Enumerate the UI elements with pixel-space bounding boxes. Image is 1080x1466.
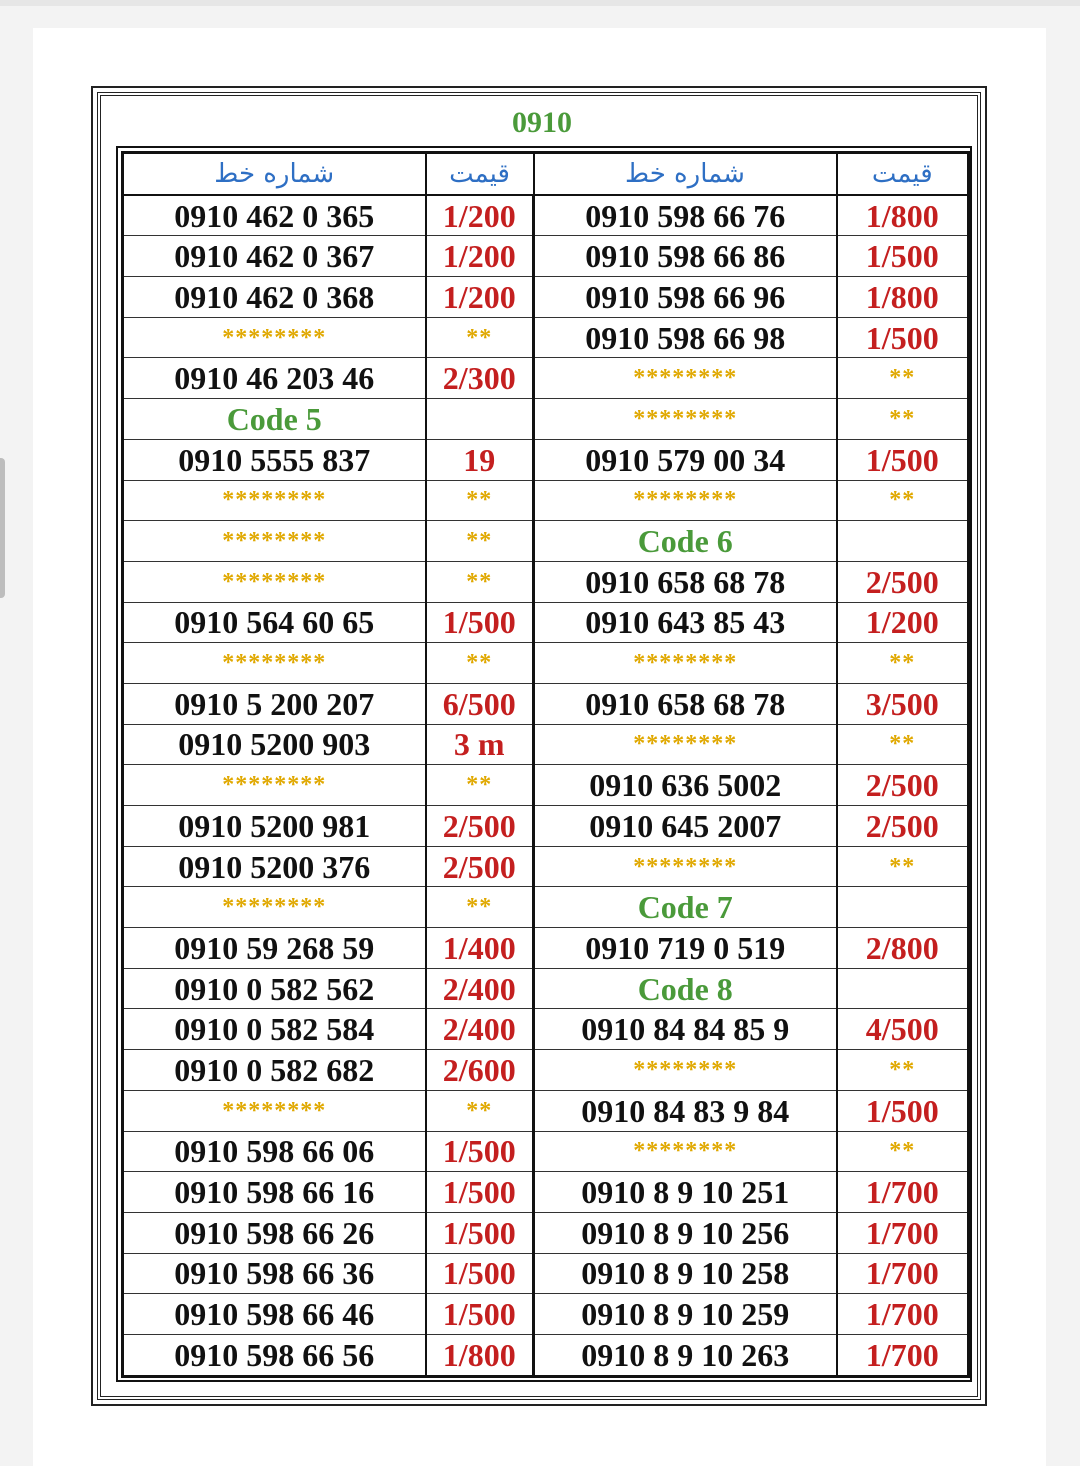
cell-price-left: 2/400 [426,968,534,1009]
table-row [123,561,969,602]
cell-price-right: 1/700 [837,1212,969,1253]
cell-line-number-left: ******** [123,561,426,602]
cell-line-number-left: 0910 46 203 46 [123,358,426,399]
cell-line-number-right: ******** [534,1131,837,1172]
table-row [123,521,969,562]
top-status-strip [0,0,1080,6]
cell-line-number-left: 0910 5200 981 [123,806,426,847]
cell-price-left: ** [426,1090,534,1131]
cell-line-number-left: ******** [123,317,426,358]
cell-line-number-left: 0910 59 268 59 [123,928,426,969]
cell-price-right: 3/500 [837,683,969,724]
table-row [123,277,969,318]
cell-line-number-left: 0910 598 66 46 [123,1294,426,1335]
table-row [123,1090,969,1131]
cell-line-number-right: 0910 643 85 43 [534,602,837,643]
cell-line-number-right: ******** [534,1050,837,1091]
cell-price-right: ** [837,724,969,765]
cell-line-number-right: Code 7 [534,887,837,928]
cell-price-right: 1/800 [837,277,969,318]
cell-price-right: 1/500 [837,439,969,480]
cell-line-number-right: 0910 598 66 98 [534,317,837,358]
prefix-title: 0910 [512,106,572,139]
cell-price-right: 1/500 [837,317,969,358]
table-row [123,358,969,399]
table-row [123,602,969,643]
cell-price-left: 2/300 [426,358,534,399]
table-row [123,399,969,440]
cell-line-number-right: ******** [534,643,837,684]
cell-line-number-left: ******** [123,521,426,562]
cell-line-number-left: 0910 5555 837 [123,439,426,480]
cell-price-left: ** [426,561,534,602]
cell-price-left: ** [426,643,534,684]
cell-line-number-left: 0910 5200 376 [123,846,426,887]
cell-line-number-left: ******** [123,765,426,806]
cell-line-number-right: 0910 598 66 96 [534,277,837,318]
cell-price-right: 2/800 [837,928,969,969]
cell-price-left: 2/600 [426,1050,534,1091]
cell-line-number-right: ******** [534,358,837,399]
cell-line-number-right: 0910 636 5002 [534,765,837,806]
cell-line-number-right: 0910 719 0 519 [534,928,837,969]
cell-line-number-right: ******** [534,846,837,887]
cell-price-left: 1/500 [426,1172,534,1213]
cell-price-left: 1/800 [426,1334,534,1376]
table-row [123,643,969,684]
cell-price-left: 1/200 [426,236,534,277]
table-row [123,236,969,277]
cell-price-right: ** [837,1050,969,1091]
table-row [123,439,969,480]
cell-line-number-right: 0910 84 84 85 9 [534,1009,837,1050]
cell-line-number-left: 0910 0 582 584 [123,1009,426,1050]
cell-price-left: ** [426,317,534,358]
cell-line-number-left: 0910 598 66 56 [123,1334,426,1376]
cell-line-number-right: 0910 8 9 10 256 [534,1212,837,1253]
cell-line-number-left: 0910 5200 903 [123,724,426,765]
cell-price-left: 1/200 [426,277,534,318]
table-row [123,928,969,969]
cell-price-left: 1/200 [426,195,534,236]
table-row [123,1050,969,1091]
cell-line-number-right: 0910 8 9 10 259 [534,1294,837,1335]
table-row [123,317,969,358]
cell-price-right: 4/500 [837,1009,969,1050]
cell-line-number-left: ******** [123,480,426,521]
cell-price-right: ** [837,643,969,684]
cell-price-right [837,521,969,562]
cell-price-right: ** [837,1131,969,1172]
cell-line-number-right: 0910 645 2007 [534,806,837,847]
cell-line-number-right: 0910 658 68 78 [534,683,837,724]
cell-price-right: ** [837,358,969,399]
cell-price-right: 1/500 [837,1090,969,1131]
cell-line-number-right: 0910 579 00 34 [534,439,837,480]
cell-price-left: ** [426,887,534,928]
cell-price-left: 1/500 [426,1294,534,1335]
cell-line-number-right: 0910 8 9 10 251 [534,1172,837,1213]
header-price-left: قیمت [426,153,534,195]
cell-line-number-left: 0910 598 66 16 [123,1172,426,1213]
cell-line-number-right: 0910 598 66 76 [534,195,837,236]
table-row [123,968,969,1009]
cell-price-right: 1/500 [837,236,969,277]
table-row [123,846,969,887]
cell-line-number-left: 0910 0 582 682 [123,1050,426,1091]
cell-line-number-left: 0910 598 66 06 [123,1131,426,1172]
cell-line-number-left: 0910 462 0 367 [123,236,426,277]
cell-price-left: 19 [426,439,534,480]
cell-price-left: 1/500 [426,1212,534,1253]
table-row [123,1253,969,1294]
cell-price-left: 1/400 [426,928,534,969]
table-row [123,724,969,765]
cell-price-left: 2/400 [426,1009,534,1050]
cell-price-right: ** [837,399,969,440]
cell-price-right: 1/700 [837,1294,969,1335]
number-price-table [121,151,970,1378]
table-row [123,195,969,236]
cell-line-number-right: 0910 84 83 9 84 [534,1090,837,1131]
cell-line-number-left: ******** [123,887,426,928]
cell-price-right: 2/500 [837,806,969,847]
cell-price-left: 2/500 [426,846,534,887]
cell-price-right: 1/700 [837,1253,969,1294]
cell-line-number-left: 0910 598 66 36 [123,1253,426,1294]
cell-price-right: 2/500 [837,765,969,806]
table-header-row [123,153,969,195]
cell-price-right: ** [837,846,969,887]
cell-line-number-left: 0910 598 66 26 [123,1212,426,1253]
cell-line-number-right: 0910 8 9 10 258 [534,1253,837,1294]
table-row [123,887,969,928]
cell-price-left: ** [426,480,534,521]
cell-price-right: ** [837,480,969,521]
header-price-right: قیمت [837,153,969,195]
cell-line-number-right: 0910 598 66 86 [534,236,837,277]
cell-line-number-right: Code 8 [534,968,837,1009]
cell-line-number-left: 0910 462 0 368 [123,277,426,318]
table-row [123,1212,969,1253]
side-scroll-handle[interactable] [0,458,5,598]
table-row [123,1294,969,1335]
cell-price-left: ** [426,765,534,806]
cell-line-number-left: 0910 564 60 65 [123,602,426,643]
cell-price-left: 2/500 [426,806,534,847]
cell-price-right [837,968,969,1009]
cell-price-left: 6/500 [426,683,534,724]
table-row [123,683,969,724]
cell-price-right: 1/800 [837,195,969,236]
cell-line-number-right: ******** [534,724,837,765]
cell-price-left: 1/500 [426,1253,534,1294]
table-row [123,480,969,521]
cell-price-left: 1/500 [426,602,534,643]
cell-line-number-left: Code 5 [123,399,426,440]
cell-line-number-left: 0910 0 582 562 [123,968,426,1009]
table-row [123,1334,969,1376]
cell-price-left: 3 m [426,724,534,765]
cell-price-left: 1/500 [426,1131,534,1172]
table-row [123,1172,969,1213]
cell-price-right: 1/200 [837,602,969,643]
cell-line-number-right: ******** [534,399,837,440]
table-row [123,765,969,806]
cell-price-left: ** [426,521,534,562]
header-line-number-right: شماره خط [534,153,837,195]
cell-price-left [426,399,534,440]
header-line-number-left: شماره خط [123,153,426,195]
cell-price-right: 2/500 [837,561,969,602]
table-row [123,806,969,847]
cell-line-number-left: ******** [123,643,426,684]
cell-line-number-left: 0910 5 200 207 [123,683,426,724]
cell-price-right: 1/700 [837,1172,969,1213]
table-row [123,1009,969,1050]
table-row [123,1131,969,1172]
cell-price-right [837,887,969,928]
cell-price-right: 1/700 [837,1334,969,1376]
cell-line-number-right: 0910 8 9 10 263 [534,1334,837,1376]
cell-line-number-right: ******** [534,480,837,521]
cell-line-number-right: 0910 658 68 78 [534,561,837,602]
cell-line-number-left: 0910 462 0 365 [123,195,426,236]
cell-line-number-left: ******** [123,1090,426,1131]
cell-line-number-right: Code 6 [534,521,837,562]
